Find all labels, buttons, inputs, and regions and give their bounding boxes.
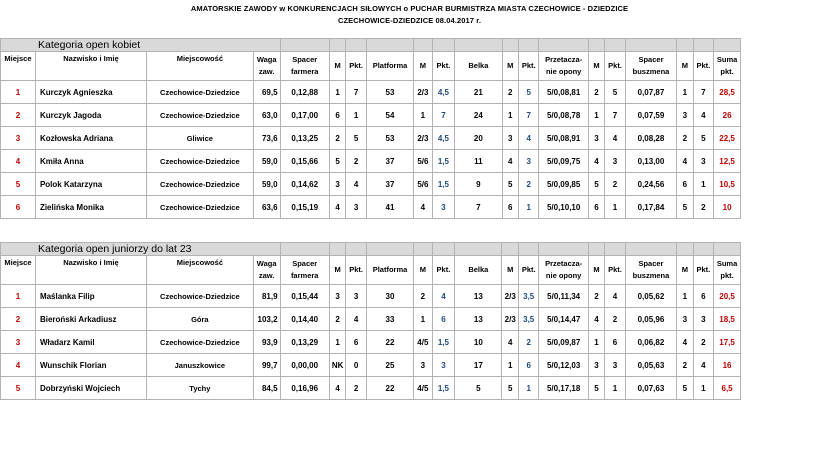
- cell-tire-time: 5/0,12,03: [539, 354, 588, 377]
- cell-platform-m: 2/3: [414, 81, 432, 104]
- cell-place: 2: [1, 308, 36, 331]
- cell-farmer-pts: 3: [346, 196, 367, 219]
- column-header-farmer-m: M: [329, 256, 345, 285]
- cell-platform-m: 1: [414, 104, 432, 127]
- cell-beam-pts: 5: [518, 81, 539, 104]
- cell-name: Polok Katarzyna: [35, 173, 146, 196]
- cell-bushman-time: 0,05,96: [625, 308, 676, 331]
- cell-tire-time: 5/0,09,85: [539, 173, 588, 196]
- cell-tire-pts: 4: [605, 127, 626, 150]
- cell-platform-m: 4: [414, 196, 432, 219]
- cell-beam-m: 2: [502, 81, 518, 104]
- cell-farmer-pts: 1: [346, 104, 367, 127]
- cell-platform: 37: [366, 150, 413, 173]
- cell-beam-m: 5: [502, 173, 518, 196]
- cell-platform-pts: 6: [432, 308, 455, 331]
- cell-beam: 13: [455, 285, 502, 308]
- column-header-beam-m: M: [502, 52, 518, 81]
- cell-bushman-time: 0,05,62: [625, 285, 676, 308]
- cell-beam-pts: 1: [518, 377, 539, 400]
- cell-place: 3: [1, 331, 36, 354]
- cell-farmer-pts: 6: [346, 331, 367, 354]
- column-header-farmer-pts: Pkt.: [346, 256, 367, 285]
- cell-place: 1: [1, 285, 36, 308]
- cell-place: 6: [1, 196, 36, 219]
- cell-tire-m: 6: [588, 196, 604, 219]
- cell-platform-pts: 4,5: [432, 81, 455, 104]
- cell-bushman-pts: 7: [693, 81, 714, 104]
- cell-beam-m: 6: [502, 196, 518, 219]
- column-header-beam-m: M: [502, 256, 518, 285]
- cell-town: Czechowice-Dziedzice: [146, 173, 253, 196]
- table-row: [1, 196, 741, 219]
- cell-bushman-m: 5: [677, 196, 693, 219]
- cell-tire-time: 5/0,10,10: [539, 196, 588, 219]
- column-header-tire-time: Przetacza- nie opony: [539, 256, 588, 285]
- cell-tire-time: 5/0,08,78: [539, 104, 588, 127]
- cell-bushman-time: 0,08,28: [625, 127, 676, 150]
- cell-beam-pts: 3: [518, 150, 539, 173]
- cell-weight: 59,0: [253, 173, 280, 196]
- cell-bushman-m: 3: [677, 104, 693, 127]
- column-header-total: Suma pkt.: [714, 52, 741, 81]
- cell-platform: 53: [366, 127, 413, 150]
- cell-beam-pts: 1: [518, 196, 539, 219]
- cell-farmer-pts: 4: [346, 173, 367, 196]
- column-header-tire-time: Przetacza- nie opony: [539, 52, 588, 81]
- cell-platform: 41: [366, 196, 413, 219]
- cell-name: Kurczyk Agnieszka: [35, 81, 146, 104]
- column-header-tire-m: M: [588, 256, 604, 285]
- cell-tire-time: 5/0,08,81: [539, 81, 588, 104]
- category-row: [1, 39, 741, 52]
- cell-beam-m: 2/3: [502, 285, 518, 308]
- cell-bushman-m: 6: [677, 173, 693, 196]
- cell-platform-pts: 3: [432, 354, 455, 377]
- cell-bushman-time: 0,07,87: [625, 81, 676, 104]
- column-header-total: Suma pkt.: [714, 256, 741, 285]
- cell-beam-pts: 6: [518, 354, 539, 377]
- cell-beam-m: 4: [502, 150, 518, 173]
- cell-bushman-pts: 1: [693, 173, 714, 196]
- cell-platform: 33: [366, 308, 413, 331]
- cell-farmer-time: 0,12,88: [280, 81, 329, 104]
- cell-platform-pts: 1,5: [432, 173, 455, 196]
- cell-farmer-pts: 5: [346, 127, 367, 150]
- column-header-platform-pts: Pkt.: [432, 52, 455, 81]
- table-row: [1, 127, 741, 150]
- cell-bushman-m: 4: [677, 331, 693, 354]
- cell-bushman-m: 4: [677, 150, 693, 173]
- cell-weight: 73,6: [253, 127, 280, 150]
- cell-name: Władarz Kamil: [35, 331, 146, 354]
- cell-farmer-m: 3: [329, 285, 345, 308]
- cell-farmer-m: 5: [329, 150, 345, 173]
- column-header-tire-pts: Pkt.: [605, 52, 626, 81]
- cell-platform-pts: 4: [432, 285, 455, 308]
- cell-place: 1: [1, 81, 36, 104]
- cell-total: 18,5: [714, 308, 741, 331]
- cell-bushman-pts: 5: [693, 127, 714, 150]
- cell-platform-m: 3: [414, 354, 432, 377]
- cell-beam: 17: [455, 354, 502, 377]
- header-row: [1, 52, 741, 81]
- cell-bushman-m: 3: [677, 308, 693, 331]
- table-row: [1, 81, 741, 104]
- cell-name: Kurczyk Jagoda: [35, 104, 146, 127]
- cell-farmer-m: 6: [329, 104, 345, 127]
- cell-beam-pts: 7: [518, 104, 539, 127]
- cell-platform-m: 4/5: [414, 331, 432, 354]
- cell-total: 10: [714, 196, 741, 219]
- cell-total: 20,5: [714, 285, 741, 308]
- cell-farmer-m: 4: [329, 196, 345, 219]
- cell-tire-pts: 2: [605, 308, 626, 331]
- cell-platform-m: 4/5: [414, 377, 432, 400]
- cell-tire-pts: 4: [605, 285, 626, 308]
- cell-place: 4: [1, 354, 36, 377]
- header-row: [1, 256, 741, 285]
- cell-total: 6,5: [714, 377, 741, 400]
- cell-beam: 10: [455, 331, 502, 354]
- cell-platform-m: 1: [414, 308, 432, 331]
- table-row: [1, 150, 741, 173]
- cell-town: Czechowice-Dziedzice: [146, 285, 253, 308]
- cell-name: Zielińska Monika: [35, 196, 146, 219]
- cell-bushman-pts: 6: [693, 285, 714, 308]
- cell-weight: 63,0: [253, 104, 280, 127]
- cell-platform-m: 5/6: [414, 173, 432, 196]
- cell-tire-m: 5: [588, 377, 604, 400]
- cell-town: Czechowice-Dziedzice: [146, 196, 253, 219]
- cell-farmer-m: 1: [329, 331, 345, 354]
- table-row: [1, 354, 741, 377]
- column-header-platform: Platforma: [366, 52, 413, 81]
- document-title: AMATORSKIE ZAWODY w KONKURENCJACH SIŁOWYCH o PUCHAR BURMISTRZA MIASTA CZECHOWICE - DZIEDZICE: [190, 4, 629, 13]
- cell-tire-time: 5/0,08,91: [539, 127, 588, 150]
- cell-farmer-m: 3: [329, 173, 345, 196]
- cell-place: 5: [1, 377, 36, 400]
- table-row: [1, 173, 741, 196]
- column-header-bushman-m: M: [677, 256, 693, 285]
- results-table: [0, 242, 741, 400]
- column-header-town: Miejscowość: [146, 52, 253, 81]
- cell-farmer-time: 0,16,96: [280, 377, 329, 400]
- cell-farmer-pts: 4: [346, 308, 367, 331]
- cell-farmer-m: 1: [329, 81, 345, 104]
- column-header-platform-m: M: [414, 52, 432, 81]
- cell-name: Dobrzyński Wojciech: [35, 377, 146, 400]
- cell-town: Góra: [146, 308, 253, 331]
- cell-platform-m: 2/3: [414, 127, 432, 150]
- cell-tire-m: 5: [588, 173, 604, 196]
- table-row: [1, 377, 741, 400]
- cell-beam: 13: [455, 308, 502, 331]
- cell-tire-m: 4: [588, 150, 604, 173]
- column-header-platform-pts: Pkt.: [432, 256, 455, 285]
- cell-bushman-time: 0,07,59: [625, 104, 676, 127]
- cell-farmer-time: 0,14,40: [280, 308, 329, 331]
- cell-weight: 63,6: [253, 196, 280, 219]
- cell-bushman-time: 0,17,84: [625, 196, 676, 219]
- cell-tire-pts: 7: [605, 104, 626, 127]
- cell-platform-pts: 7: [432, 104, 455, 127]
- cell-beam: 7: [455, 196, 502, 219]
- cell-farmer-m: 2: [329, 308, 345, 331]
- cell-name: Maślanka Filip: [35, 285, 146, 308]
- cell-bushman-time: 0,13,00: [625, 150, 676, 173]
- cell-platform: 22: [366, 377, 413, 400]
- cell-beam-pts: 2: [518, 331, 539, 354]
- cell-tire-pts: 5: [605, 81, 626, 104]
- cell-bushman-pts: 1: [693, 377, 714, 400]
- cell-tire-time: 5/0,14,47: [539, 308, 588, 331]
- cell-bushman-m: 2: [677, 127, 693, 150]
- cell-beam: 24: [455, 104, 502, 127]
- cell-name: Bieroński Arkadiusz: [35, 308, 146, 331]
- cell-name: Wunschik Florian: [35, 354, 146, 377]
- column-header-bushman-pts: Pkt.: [693, 52, 714, 81]
- cell-beam-pts: 3,5: [518, 308, 539, 331]
- cell-platform: 54: [366, 104, 413, 127]
- cell-bushman-pts: 2: [693, 331, 714, 354]
- cell-total: 12,5: [714, 150, 741, 173]
- cell-town: Czechowice-Dziedzice: [146, 104, 253, 127]
- cell-platform-pts: 3: [432, 196, 455, 219]
- cell-tire-m: 1: [588, 104, 604, 127]
- cell-platform-m: 2: [414, 285, 432, 308]
- cell-tire-m: 4: [588, 308, 604, 331]
- column-header-beam-pts: Pkt.: [518, 52, 539, 81]
- cell-place: 3: [1, 127, 36, 150]
- cell-bushman-time: 0,24,56: [625, 173, 676, 196]
- results-table: [0, 38, 741, 219]
- cell-bushman-m: 1: [677, 285, 693, 308]
- column-header-farmer-m: M: [329, 52, 345, 81]
- cell-total: 28,5: [714, 81, 741, 104]
- column-header-tire-pts: Pkt.: [605, 256, 626, 285]
- cell-beam: 21: [455, 81, 502, 104]
- column-header-name: Nazwisko i Imię: [35, 52, 146, 81]
- column-header-farmer-time: Spacer farmera: [280, 256, 329, 285]
- cell-beam-m: 3: [502, 127, 518, 150]
- cell-beam-pts: 3,5: [518, 285, 539, 308]
- cell-place: 5: [1, 173, 36, 196]
- cell-place: 4: [1, 150, 36, 173]
- column-header-bushman-time: Spacer buszmena: [625, 52, 676, 81]
- table-row: [1, 308, 741, 331]
- cell-tire-time: 5/0,11,34: [539, 285, 588, 308]
- cell-beam-m: 1: [502, 354, 518, 377]
- cell-weight: 84,5: [253, 377, 280, 400]
- cell-total: 22,5: [714, 127, 741, 150]
- cell-farmer-time: 0,00,00: [280, 354, 329, 377]
- cell-bushman-time: 0,05,63: [625, 354, 676, 377]
- cell-farmer-time: 0,17,00: [280, 104, 329, 127]
- cell-farmer-pts: 7: [346, 81, 367, 104]
- category-row: [1, 243, 741, 256]
- cell-bushman-pts: 4: [693, 104, 714, 127]
- cell-bushman-pts: 2: [693, 196, 714, 219]
- cell-tire-pts: 3: [605, 354, 626, 377]
- cell-bushman-m: 2: [677, 354, 693, 377]
- cell-weight: 99,7: [253, 354, 280, 377]
- cell-farmer-time: 0,13,25: [280, 127, 329, 150]
- column-header-tire-m: M: [588, 52, 604, 81]
- cell-tire-time: 5/0,09,75: [539, 150, 588, 173]
- cell-farmer-m: 2: [329, 127, 345, 150]
- cell-beam-m: 2/3: [502, 308, 518, 331]
- cell-bushman-time: 0,07,63: [625, 377, 676, 400]
- table-row: [1, 104, 741, 127]
- cell-beam-m: 1: [502, 104, 518, 127]
- cell-tire-pts: 6: [605, 331, 626, 354]
- cell-farmer-pts: 2: [346, 377, 367, 400]
- cell-beam-pts: 2: [518, 173, 539, 196]
- cell-platform: 22: [366, 331, 413, 354]
- cell-beam: 9: [455, 173, 502, 196]
- cell-beam-m: 5: [502, 377, 518, 400]
- cell-town: Czechowice-Dziedzice: [146, 331, 253, 354]
- cell-beam-m: 4: [502, 331, 518, 354]
- cell-tire-pts: 1: [605, 196, 626, 219]
- column-header-farmer-pts: Pkt.: [346, 52, 367, 81]
- category-title: Kategoria open juniorzy do lat 23: [1, 243, 281, 256]
- column-header-beam-pts: Pkt.: [518, 256, 539, 285]
- column-header-place: Miejsce: [1, 52, 36, 81]
- cell-farmer-time: 0,15,19: [280, 196, 329, 219]
- cell-platform: 53: [366, 81, 413, 104]
- cell-platform-pts: 1,5: [432, 331, 455, 354]
- cell-platform-pts: 1,5: [432, 150, 455, 173]
- cell-beam-pts: 4: [518, 127, 539, 150]
- cell-tire-time: 5/0,09,87: [539, 331, 588, 354]
- category-title: Kategoria open kobiet: [1, 39, 281, 52]
- cell-name: Kmiła Anna: [35, 150, 146, 173]
- cell-tire-m: 1: [588, 331, 604, 354]
- column-header-platform-m: M: [414, 256, 432, 285]
- cell-farmer-time: 0,13,29: [280, 331, 329, 354]
- cell-bushman-pts: 4: [693, 354, 714, 377]
- cell-tire-m: 3: [588, 127, 604, 150]
- cell-town: Tychy: [146, 377, 253, 400]
- cell-platform: 25: [366, 354, 413, 377]
- cell-farmer-pts: 0: [346, 354, 367, 377]
- document-subtitle: CZECHOWICE-DZIEDZICE 08.04.2017 r.: [337, 16, 482, 25]
- table-row: [1, 285, 741, 308]
- cell-total: 16: [714, 354, 741, 377]
- cell-platform-pts: 1,5: [432, 377, 455, 400]
- cell-bushman-time: 0,06,82: [625, 331, 676, 354]
- cell-total: 26: [714, 104, 741, 127]
- cell-farmer-pts: 3: [346, 285, 367, 308]
- cell-platform: 30: [366, 285, 413, 308]
- column-header-bushman-time: Spacer buszmena: [625, 256, 676, 285]
- cell-tire-pts: 3: [605, 150, 626, 173]
- cell-platform-m: 5/6: [414, 150, 432, 173]
- cell-tire-pts: 1: [605, 377, 626, 400]
- cell-farmer-time: 0,15,44: [280, 285, 329, 308]
- cell-total: 17,5: [714, 331, 741, 354]
- cell-beam: 5: [455, 377, 502, 400]
- cell-town: Czechowice-Dziedzice: [146, 150, 253, 173]
- cell-bushman-m: 5: [677, 377, 693, 400]
- cell-farmer-time: 0,15,66: [280, 150, 329, 173]
- column-header-platform: Platforma: [366, 256, 413, 285]
- cell-weight: 81,9: [253, 285, 280, 308]
- cell-weight: 93,9: [253, 331, 280, 354]
- cell-farmer-m: 4: [329, 377, 345, 400]
- cell-beam: 11: [455, 150, 502, 173]
- cell-bushman-pts: 3: [693, 308, 714, 331]
- column-header-weight: Waga zaw.: [253, 52, 280, 81]
- column-header-beam: Belka: [455, 256, 502, 285]
- cell-town: Januszkowice: [146, 354, 253, 377]
- table-row: [1, 331, 741, 354]
- cell-platform: 37: [366, 173, 413, 196]
- cell-farmer-m: NK: [329, 354, 345, 377]
- column-header-farmer-time: Spacer farmera: [280, 52, 329, 81]
- cell-weight: 69,5: [253, 81, 280, 104]
- column-header-town: Miejscowość: [146, 256, 253, 285]
- cell-tire-time: 5/0,17,18: [539, 377, 588, 400]
- cell-platform-pts: 4,5: [432, 127, 455, 150]
- column-header-beam: Belka: [455, 52, 502, 81]
- column-header-bushman-pts: Pkt.: [693, 256, 714, 285]
- cell-farmer-pts: 2: [346, 150, 367, 173]
- cell-total: 10,5: [714, 173, 741, 196]
- column-header-name: Nazwisko i Imię: [35, 256, 146, 285]
- cell-tire-m: 2: [588, 285, 604, 308]
- column-header-bushman-m: M: [677, 52, 693, 81]
- cell-farmer-time: 0,14,62: [280, 173, 329, 196]
- cell-weight: 59,0: [253, 150, 280, 173]
- cell-weight: 103,2: [253, 308, 280, 331]
- column-header-place: Miejsce: [1, 256, 36, 285]
- cell-tire-m: 3: [588, 354, 604, 377]
- column-header-weight: Waga zaw.: [253, 256, 280, 285]
- cell-tire-pts: 2: [605, 173, 626, 196]
- cell-bushman-m: 1: [677, 81, 693, 104]
- cell-town: Gliwice: [146, 127, 253, 150]
- cell-name: Kozłowska Adriana: [35, 127, 146, 150]
- cell-tire-m: 2: [588, 81, 604, 104]
- cell-town: Czechowice-Dziedzice: [146, 81, 253, 104]
- cell-beam: 20: [455, 127, 502, 150]
- cell-bushman-pts: 3: [693, 150, 714, 173]
- cell-place: 2: [1, 104, 36, 127]
